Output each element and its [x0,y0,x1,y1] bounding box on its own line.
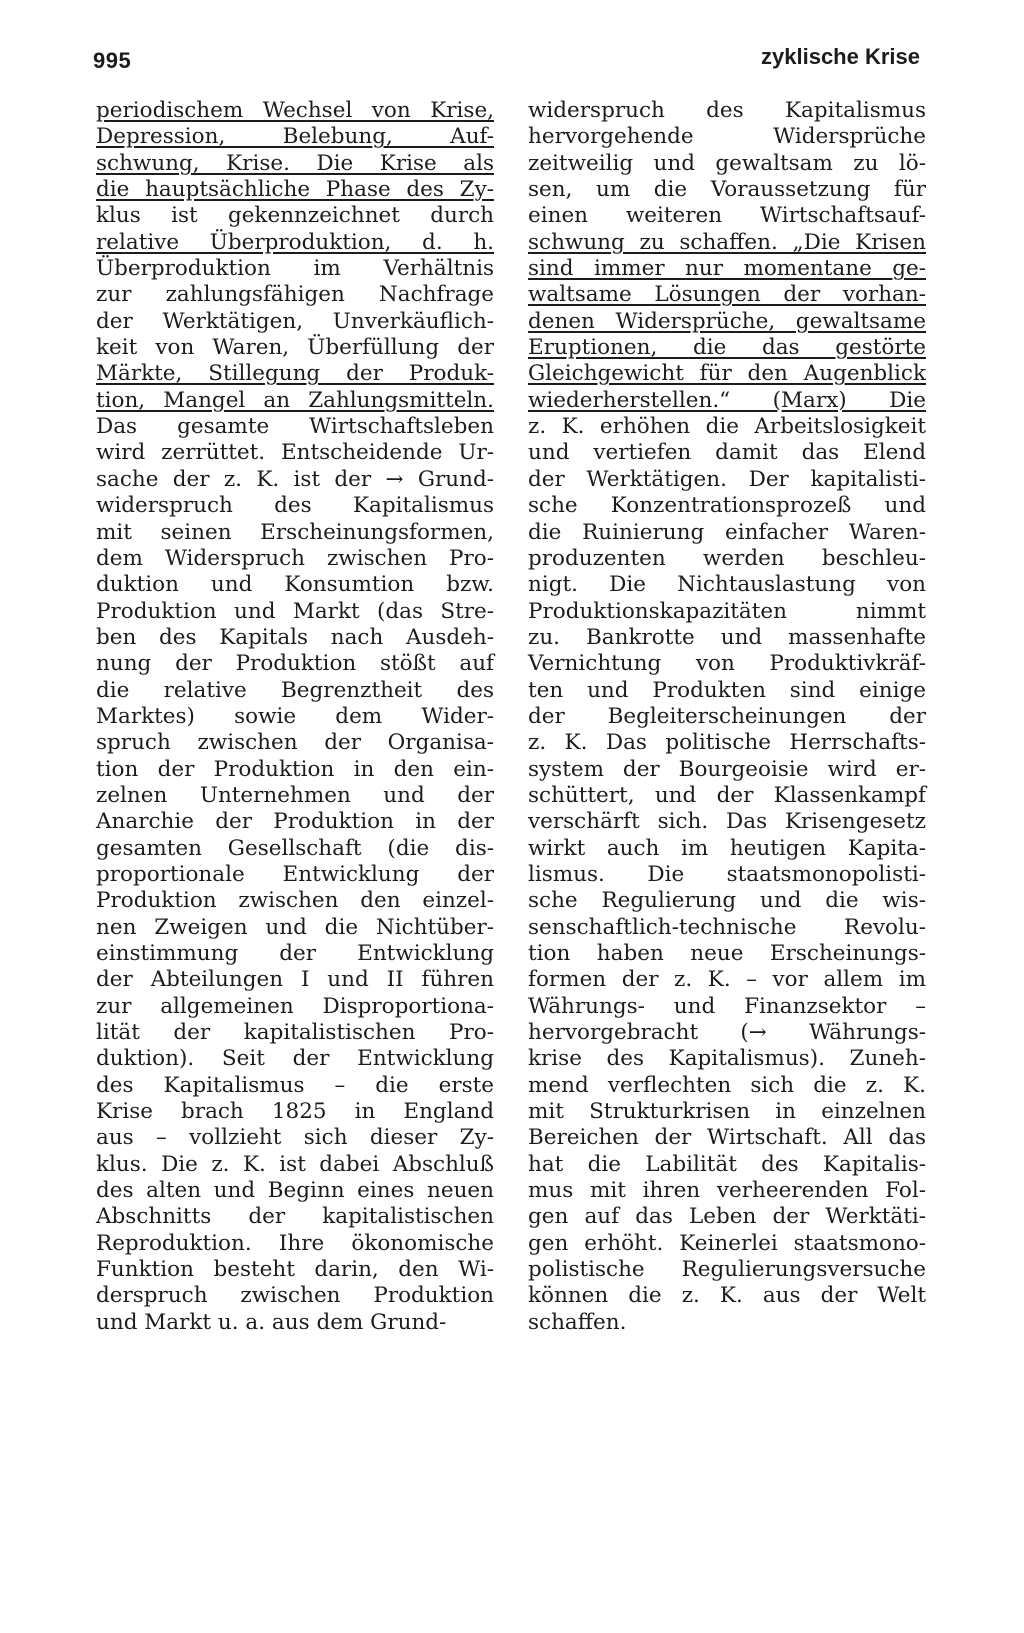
right-column [528,98,926,1336]
text-line: Reproduktion. Ihre ökonomische [96,1230,494,1256]
text-line: gen erhöht. Keinerlei staatsmono- [528,1230,926,1256]
text-line: Eruptionen, die das gestörte [528,335,926,361]
text-line: zu. Bankrotte und massenhafte [528,624,926,650]
text-line: Depression, Belebung, Auf- [96,124,494,150]
text-line: polistische Regulierungsversuche [528,1257,926,1283]
text-line: aus – vollzieht sich dieser Zy- [96,1125,494,1151]
text-line: sind immer nur momentane ge- [528,256,926,282]
text-line: sche Regulierung und die wis- [528,888,926,914]
text-line: mit Strukturkrisen in einzelnen [528,1099,926,1125]
text-line: schwung, Krise. Die Krise als [96,150,494,176]
text-line: die hauptsächliche Phase des Zy- [96,177,494,203]
left-column [96,98,494,1336]
text-line: Gleichgewicht für den Augenblick [528,361,926,387]
text-line: Produktion und Markt (das Stre- [96,598,494,624]
text-line: spruch zwischen der Organisa- [96,730,494,756]
text-line: Abschnitts der kapitalistischen [96,1204,494,1230]
text-line: verschärft sich. Das Krisengesetz [528,809,926,835]
text-line: tion, Mangel an Zahlungsmitteln. [96,387,494,413]
text-line: mus mit ihren verheerenden Fol- [528,1178,926,1204]
text-line: z. K. erhöhen die Arbeitslosigkeit [528,414,926,440]
text-line: zeitweilig und gewaltsam zu lö- [528,150,926,176]
text-line: relative Überproduktion, d. h. [96,229,494,255]
page-number: 995 [93,48,132,73]
text-line: system der Bourgeoisie wird er- [528,756,926,782]
text-line: Produktion zwischen den einzel- [96,888,494,914]
text-line: lität der kapitalistischen Pro- [96,1020,494,1046]
text-line: Das gesamte Wirtschaftsleben [96,414,494,440]
text-line: periodischem Wechsel von Krise, [96,98,494,123]
text-line: zur zahlungsfähigen Nachfrage [96,282,494,308]
text-line: sen, um die Voraussetzung für [528,177,926,203]
text-line: sache der z. K. ist der → Grund- [96,466,494,492]
text-line: gen auf das Leben der Werktäti- [528,1204,926,1230]
text-line: keit von Waren, Überfüllung der [96,335,494,361]
text-line: können die z. K. aus der Welt [528,1283,926,1309]
text-line: hervorgebracht (→ Währungs- [528,1020,926,1046]
text-line: dem Widerspruch zwischen Pro- [96,545,494,571]
text-line: mend verflechten sich die z. K. [528,1072,926,1098]
text-line: und Markt u. a. aus dem Grund- [96,1309,447,1335]
text-line: proportionale Entwicklung der [96,861,494,887]
text-line: wiederherstellen.“ (Marx) Die [528,387,926,413]
text-line: der Werktätigen, Unverkäuflich- [96,308,494,334]
text-line: lismus. Die staatsmonopolisti- [528,861,926,887]
text-line: Marktes) sowie dem Wider- [96,703,494,729]
text-line: nung der Produktion stößt auf [96,651,494,677]
text-line: Bereichen der Wirtschaft. All das [528,1125,926,1151]
text-line: Funktion besteht darin, den Wi- [96,1257,494,1283]
text-line: klus ist gekennzeichnet durch [96,203,494,229]
text-line: tion der Produktion in den ein- [96,756,494,782]
text-line: denen Widersprüche, gewaltsame [528,308,926,334]
text-line: gesamten Gesellschaft (die dis- [96,835,494,861]
text-line: Überproduktion im Verhältnis [96,256,494,282]
text-line: der Begleiterscheinungen der [528,703,926,729]
text-line: der Abteilungen I und II führen [96,967,494,993]
text-line: produzenten werden beschleu- [528,545,926,571]
text-line: Währungs- und Finanzsektor – [528,993,926,1019]
text-line: senschaftlich-technische Revolu- [528,914,926,940]
text-line: klus. Die z. K. ist dabei Abschluß [96,1151,494,1177]
text-line: wird zerrüttet. Entscheidende Ur- [96,440,494,466]
text-line: duktion und Konsumtion bzw. [96,572,494,598]
text-line: die relative Begrenztheit des [96,677,494,703]
text-line: schwung zu schaffen. „Die Krisen [528,229,926,255]
text-line: sche Konzentrationsprozeß und [528,493,926,519]
text-line: schaffen. [528,1309,627,1335]
text-line: ten und Produkten sind einige [528,677,926,703]
text-line: mit seinen Erscheinungsformen, [96,519,494,545]
text-line: Anarchie der Produktion in der [96,809,494,835]
text-line: der Werktätigen. Der kapitalisti- [528,466,926,492]
text-line: krise des Kapitalismus). Zuneh- [528,1046,926,1072]
text-line: die Ruinierung einfacher Waren- [528,519,926,545]
text-line: widerspruch des Kapitalismus [96,493,494,519]
text-line: nen Zweigen und die Nichtüber- [96,914,494,940]
text-line: zelnen Unternehmen und der [96,782,494,808]
text-line: und vertiefen damit das Elend [528,440,926,466]
text-line: duktion). Seit der Entwicklung [96,1046,494,1072]
text-line: nigt. Die Nichtauslastung von [528,572,926,598]
text-line: widerspruch des Kapitalismus [528,98,926,123]
text-line: einstimmung der Entwicklung [96,941,494,966]
text-line: des alten und Beginn eines neuen [96,1178,494,1204]
text-line: wirkt auch im heutigen Kapita- [528,835,926,861]
text-line: ben des Kapitals nach Ausdeh- [96,624,494,650]
text-line: z. K. Das politische Herrschafts- [528,730,926,756]
text-line: Krise brach 1825 in England [96,1099,494,1125]
text-line: derspruch zwischen Produktion [96,1283,494,1309]
text-line: schüttert, und der Klassenkampf [528,782,926,808]
text-line: hat die Labilität des Kapitalis- [528,1151,926,1177]
text-line: hervorgehende Widersprüche [528,124,926,150]
text-line: einen weiteren Wirtschaftsauf- [528,203,926,229]
text-line: des Kapitalismus – die erste [96,1072,494,1098]
text-line: zur allgemeinen Disproportiona- [96,993,494,1019]
text-line: waltsame Lösungen der vorhan- [528,282,926,308]
text-line: tion haben neue Erscheinungs- [528,941,926,966]
text-line: Produktionskapazitäten nimmt [528,598,926,624]
text-line: Vernichtung von Produktivkräf- [528,651,926,677]
text-line: Märkte, Stillegung der Produk- [96,361,494,387]
text-line: formen der z. K. – vor allem im [528,967,926,993]
running-head: zyklische Krise [761,44,920,69]
